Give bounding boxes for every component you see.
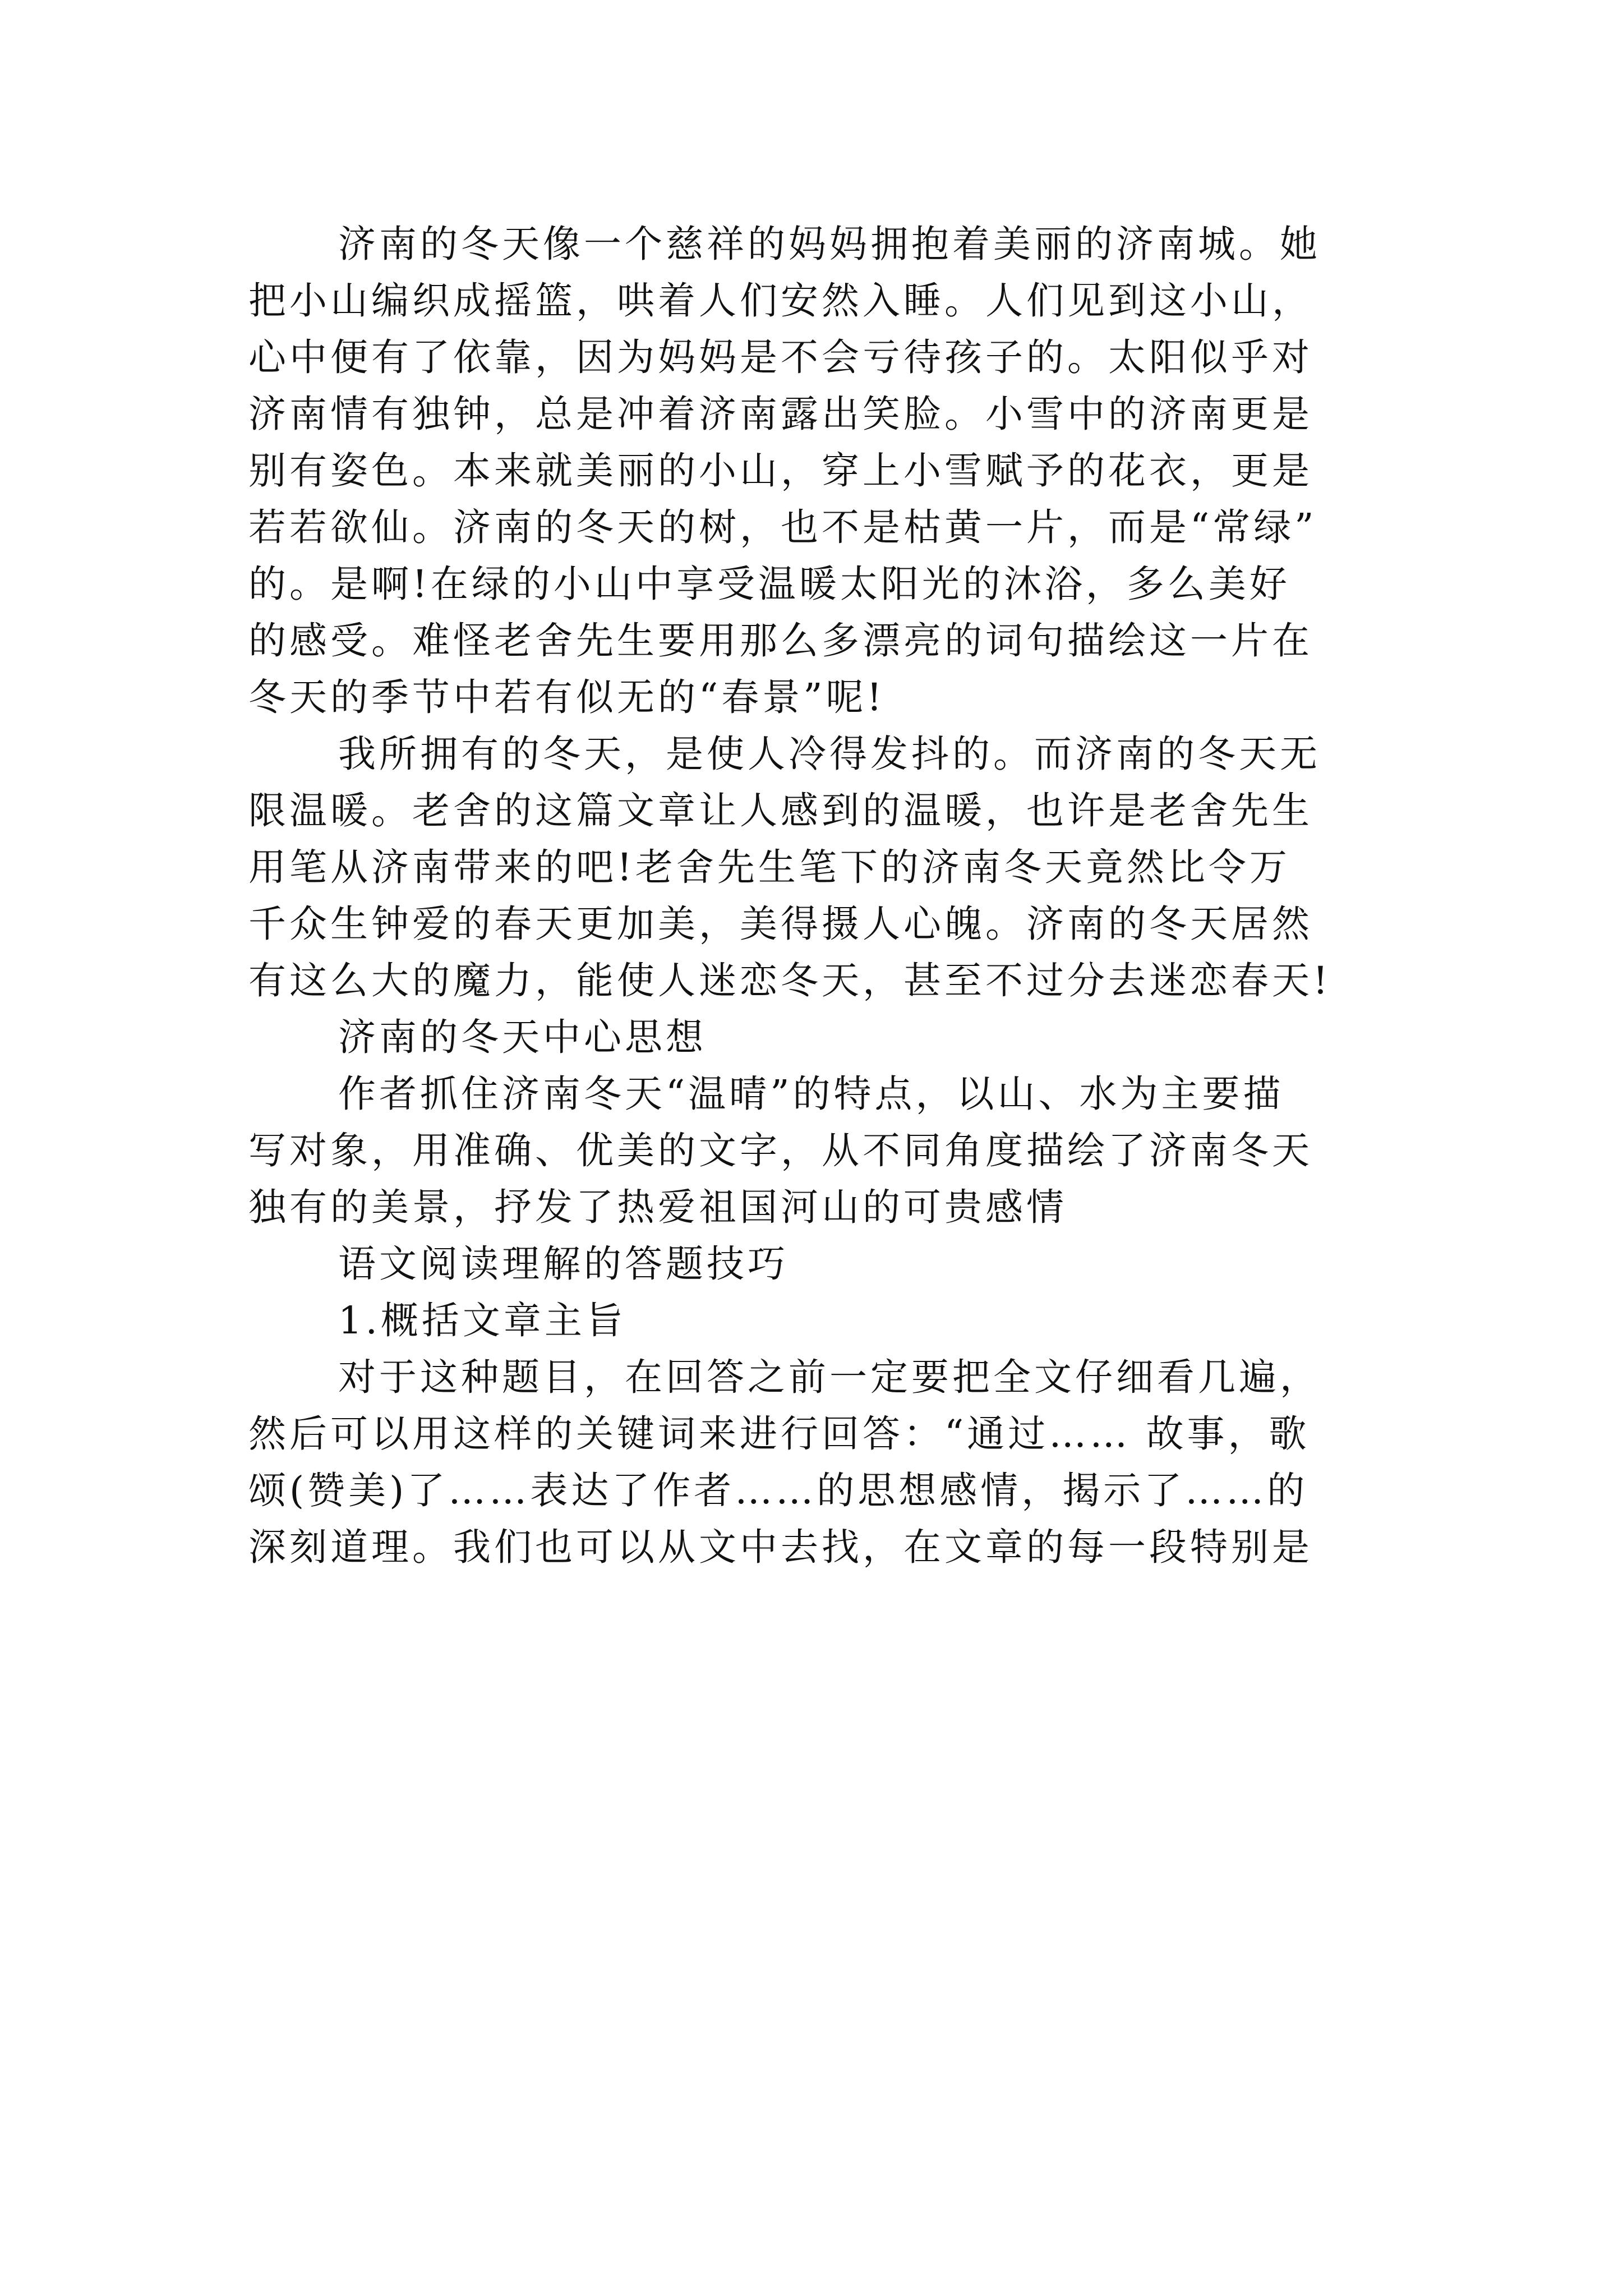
paragraph-line: 用笔从济南带来的吧!老舍先生笔下的济南冬天竟然比令万 — [248, 845, 1290, 889]
section-heading: 济南的冬天中心思想 — [338, 1015, 707, 1059]
paragraph-line: 的。是啊!在绿的小山中享受温暖太阳光的沐浴，多么美好 — [248, 562, 1290, 606]
paragraph-line: 有这么大的魔力，能使人迷恋冬天，甚至不过分去迷恋春天! — [248, 959, 1331, 1002]
section-heading: 语文阅读理解的答题技巧 — [338, 1242, 789, 1286]
paragraph-line: 颂(赞美)了……表达了作者……的思想感情，揭示了……的 — [248, 1469, 1308, 1512]
paragraph-line: 把小山编织成摇篮，哄着人们安然入睡。人们见到这小山， — [248, 279, 1313, 323]
paragraph-line: 千众生钟爱的春天更加美，美得摄人心魄。济南的冬天居然 — [248, 902, 1313, 946]
paragraph-line: 深刻道理。我们也可以从文中去找，在文章的每一段特别是 — [248, 1525, 1313, 1569]
paragraph-line: 的感受。难怪老舍先生要用那么多漂亮的词句描绘这一片在 — [248, 619, 1313, 662]
document-body — [248, 216, 1393, 1576]
paragraph-line: 若若欲仙。济南的冬天的树，也不是枯黄一片，而是“常绿” — [248, 505, 1317, 549]
paragraph-line: 独有的美景，抒发了热爱祖国河山的可贵感情 — [248, 1185, 1067, 1229]
paragraph-line: 对于这种题目，在回答之前一定要把全文仔细看几遍， — [338, 1355, 1321, 1399]
numbered-heading: 1.概括文章主旨 — [338, 1299, 626, 1342]
paragraph-line: 我所拥有的冬天，是使人冷得发抖的。而济南的冬天无 — [338, 732, 1321, 776]
paragraph-line: 限温暖。老舍的这篇文章让人感到的温暖，也许是老舍先生 — [248, 789, 1313, 832]
paragraph-line: 济南情有独钟，总是冲着济南露出笑脸。小雪中的济南更是 — [248, 392, 1313, 436]
paragraph-line: 济南的冬天像一个慈祥的妈妈拥抱着美丽的济南城。她 — [338, 222, 1321, 266]
paragraph-line: 写对象，用准确、优美的文字，从不同角度描绘了济南冬天 — [248, 1129, 1313, 1172]
paragraph-line: 别有姿色。本来就美丽的小山，穿上小雪赋予的花衣，更是 — [248, 449, 1313, 493]
paragraph-line: 冬天的季节中若有似无的“春景”呢! — [248, 675, 886, 719]
paragraph-line: 然后可以用这样的关键词来进行回答：“通过…… 故事，歌 — [248, 1412, 1310, 1456]
paragraph-line: 心中便有了依靠，因为妈妈是不会亏待孩子的。太阳似乎对 — [248, 335, 1313, 379]
paragraph-line: 作者抓住济南冬天“温晴”的特点，以山、水为主要描 — [338, 1072, 1284, 1116]
